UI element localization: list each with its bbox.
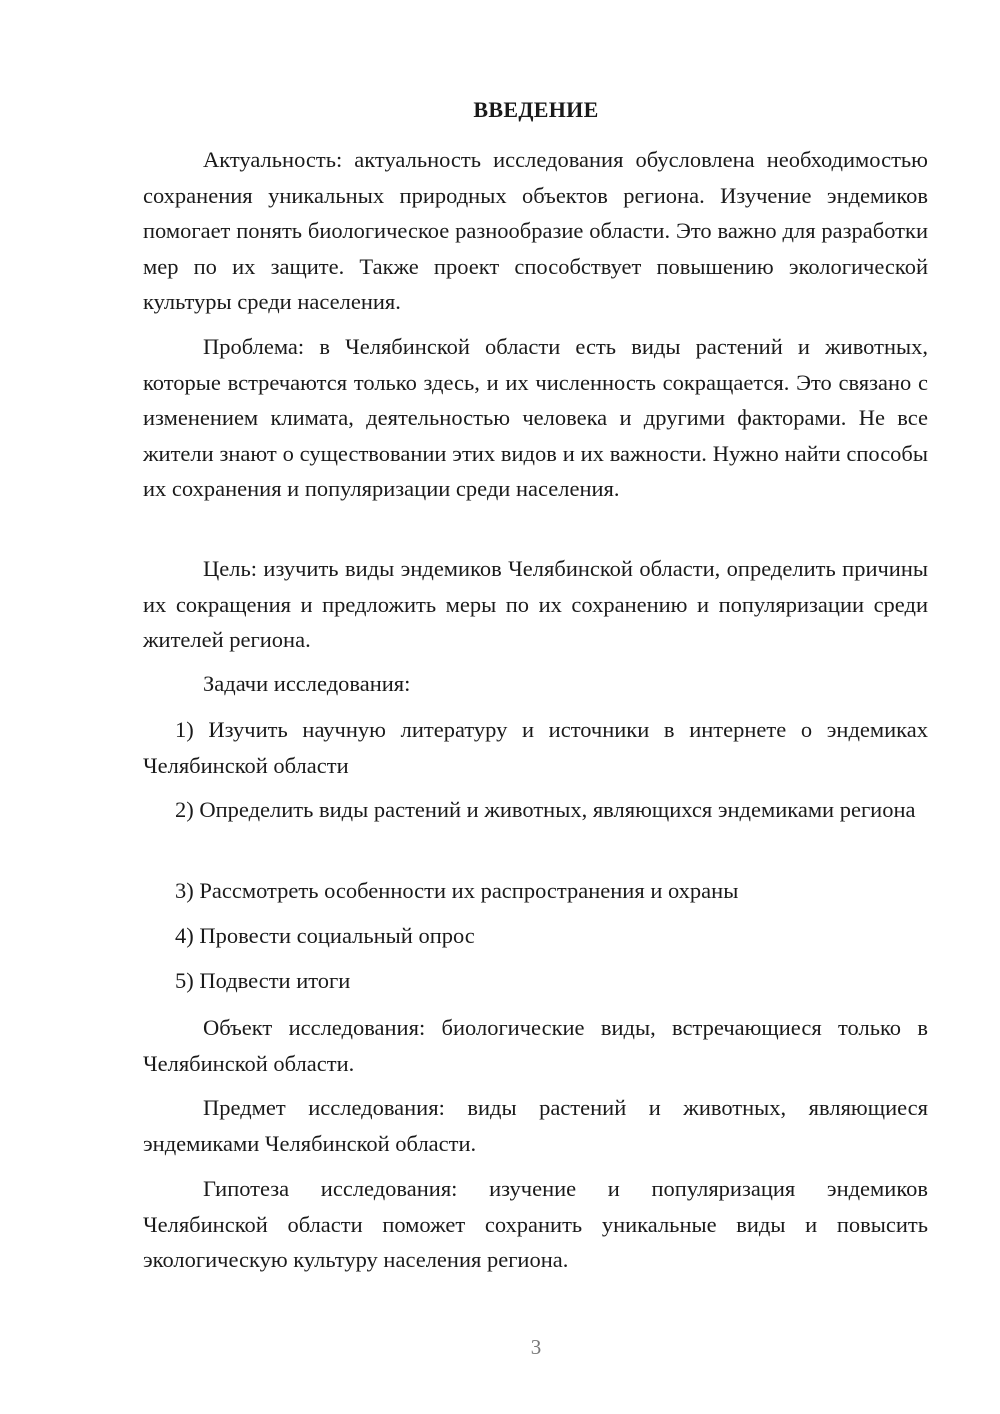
problem-paragraph: Проблема: в Челябинской области есть виды растений и животных, которые встречаются только здесь, и их численность сокращается. Это связано с изменением климата, деятельностью человека и другими факторами. Не все жители знают о существовании этих видов и их важности. Нужно найти способы их сохранения и популяризации среди населения. <box>143 334 928 501</box>
relevance-paragraph: Актуальность: актуальность исследования обусловлена необходимостью сохранения уникальных природных объектов региона. Изучение эндемиков помогает понять биологическое разнообразие области. Это важно для разработки мер по их защите. Также проект способствует повышению экологической культуры среди населения. <box>143 147 928 314</box>
task-item-4: 4) Провести социальный опрос <box>175 923 475 948</box>
goal-paragraph: Цель: изучить виды эндемиков Челябинской области, определить причины их сокращения и предложить меры по их сохранению и популяризации среди жителей региона. <box>143 556 928 652</box>
section-heading: ВВЕДЕНИЕ <box>473 97 599 122</box>
subject-paragraph: Предмет исследования: виды растений и животных, являющиеся эндемиками Челябинской области. <box>143 1095 928 1156</box>
task-item-5: 5) Подвести итоги <box>175 968 351 993</box>
object-paragraph: Объект исследования: биологические виды, встречающиеся только в Челябинской области. <box>143 1015 928 1076</box>
task-item-1: 1) Изучить научную литературу и источники в интернете о эндемиках Челябинской области <box>143 717 928 778</box>
task-item-3: 3) Рассмотреть особенности их распространения и охраны <box>175 878 739 903</box>
page-number: 3 <box>530 1335 542 1359</box>
hypothesis-paragraph: Гипотеза исследования: изучение и популяризация эндемиков Челябинской области поможет сохранить уникальные виды и повысить экологическую культуру населения региона. <box>143 1176 928 1272</box>
task-item-2: 2) Определить виды растений и животных, являющихся эндемиками региона <box>175 797 916 822</box>
tasks-heading: Задачи исследования: <box>203 671 411 696</box>
